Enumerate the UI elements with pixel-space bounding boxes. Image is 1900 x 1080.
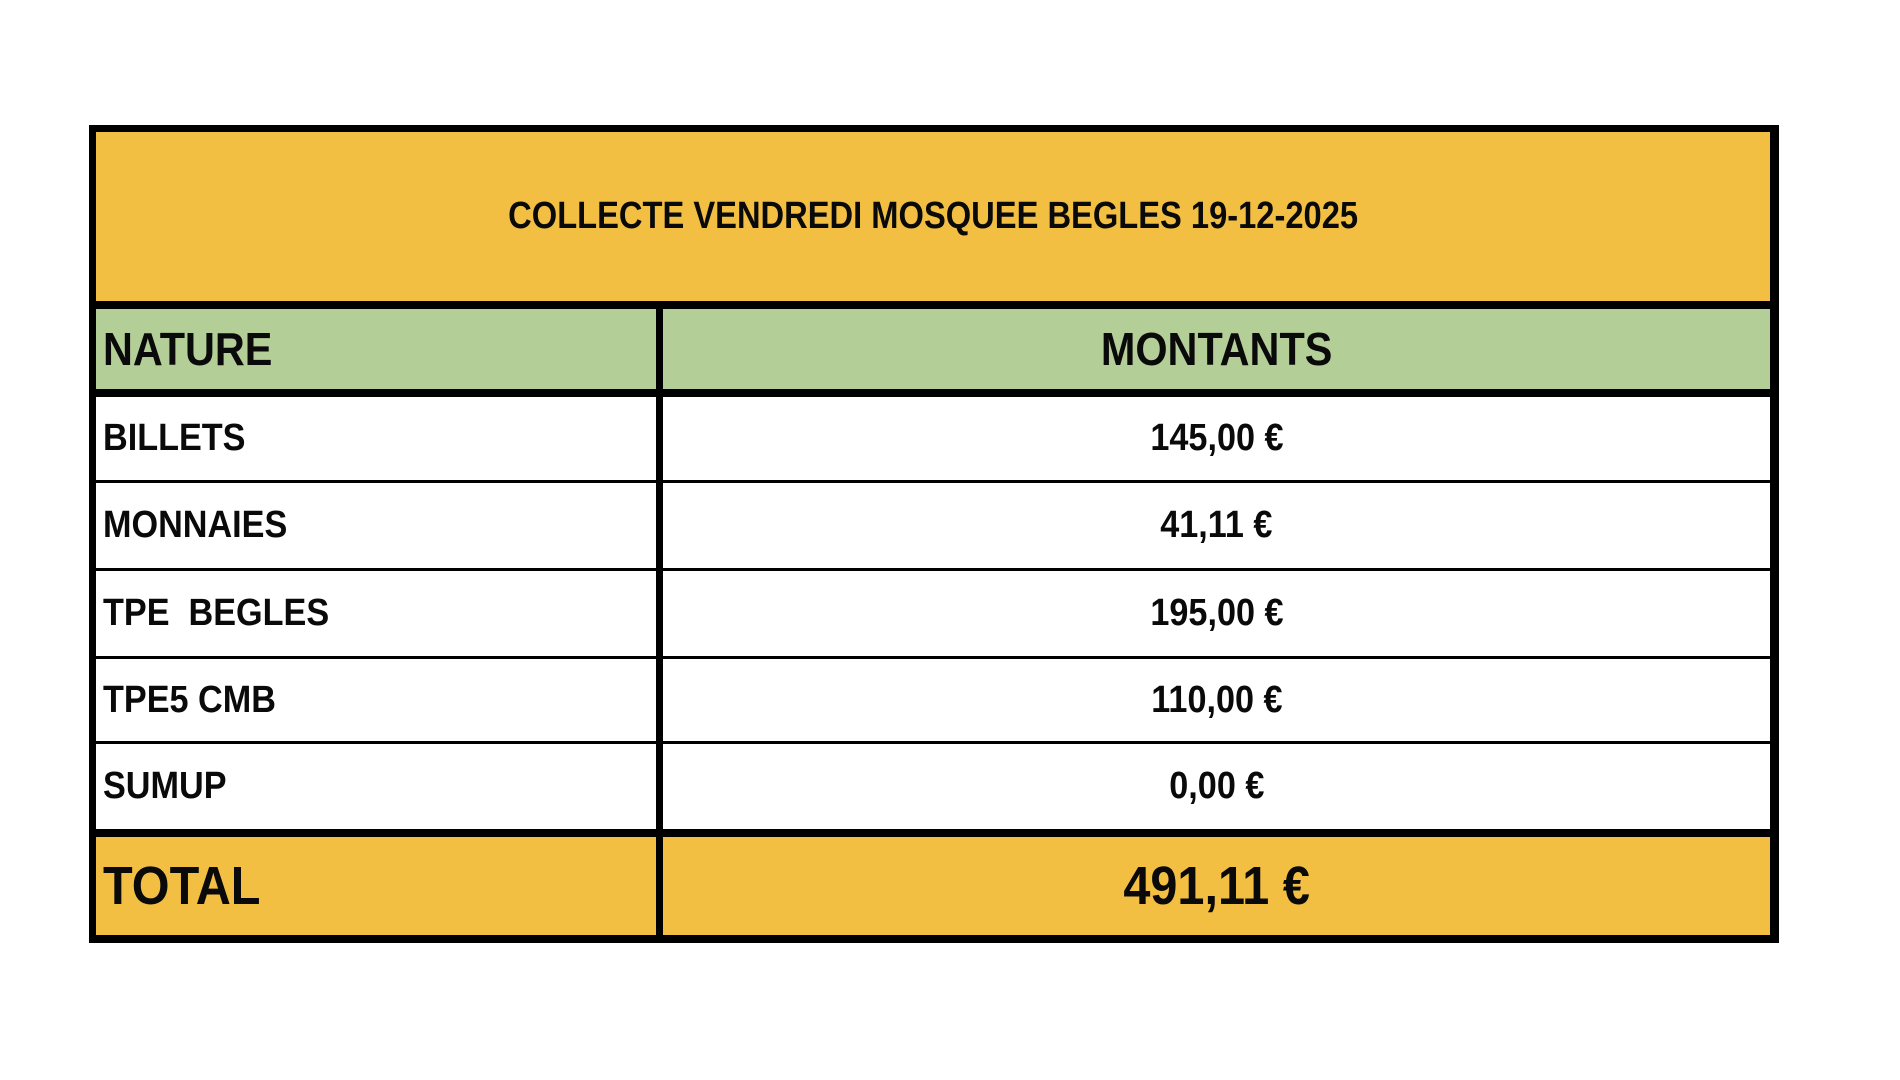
- collection-table: [89, 125, 1779, 943]
- table-row-monnaies-montant: [663, 483, 1770, 568]
- row-nature: TPE5 CMB: [103, 678, 276, 721]
- row-montant: 41,11 €: [1160, 504, 1273, 546]
- row-nature: MONNAIES: [103, 504, 288, 546]
- total-value: 491,11 €: [1123, 856, 1310, 916]
- table-row-sumup-nature: [96, 744, 656, 829]
- row-montant: 145,00 €: [1149, 417, 1284, 459]
- table-row-tpe5-cmb-montant: [663, 659, 1770, 741]
- table-row-tpe-begles-nature: [96, 571, 656, 656]
- row-nature: BILLETS: [103, 417, 246, 459]
- total-label-cell: [96, 837, 656, 935]
- table-title-text: COLLECTE VENDREDI MOSQUEE BEGLES 19-12-2025: [508, 195, 1358, 237]
- header-nature: [96, 309, 656, 389]
- table-row-billets-montant: [663, 397, 1770, 480]
- table-row-tpe-begles-montant: [663, 571, 1770, 656]
- table-title: [96, 132, 1770, 301]
- row-montant: 110,00 €: [1150, 678, 1283, 721]
- table-row-monnaies-nature: [96, 483, 656, 568]
- table-row-billets-nature: [96, 397, 656, 480]
- table-row-tpe5-cmb-nature: [96, 659, 656, 741]
- row-nature: TPE BEGLES: [103, 592, 330, 634]
- header-montants: [663, 309, 1770, 389]
- row-montant: 195,00 €: [1149, 592, 1284, 634]
- header-nature-label: NATURE: [103, 323, 273, 375]
- table-row-sumup-montant: [663, 744, 1770, 829]
- header-montants-label: MONTANTS: [1100, 323, 1333, 375]
- row-montant: 0,00 €: [1168, 765, 1265, 807]
- row-nature: SUMUP: [103, 765, 227, 807]
- total-value-cell: [663, 837, 1770, 935]
- total-label: TOTAL: [103, 856, 261, 916]
